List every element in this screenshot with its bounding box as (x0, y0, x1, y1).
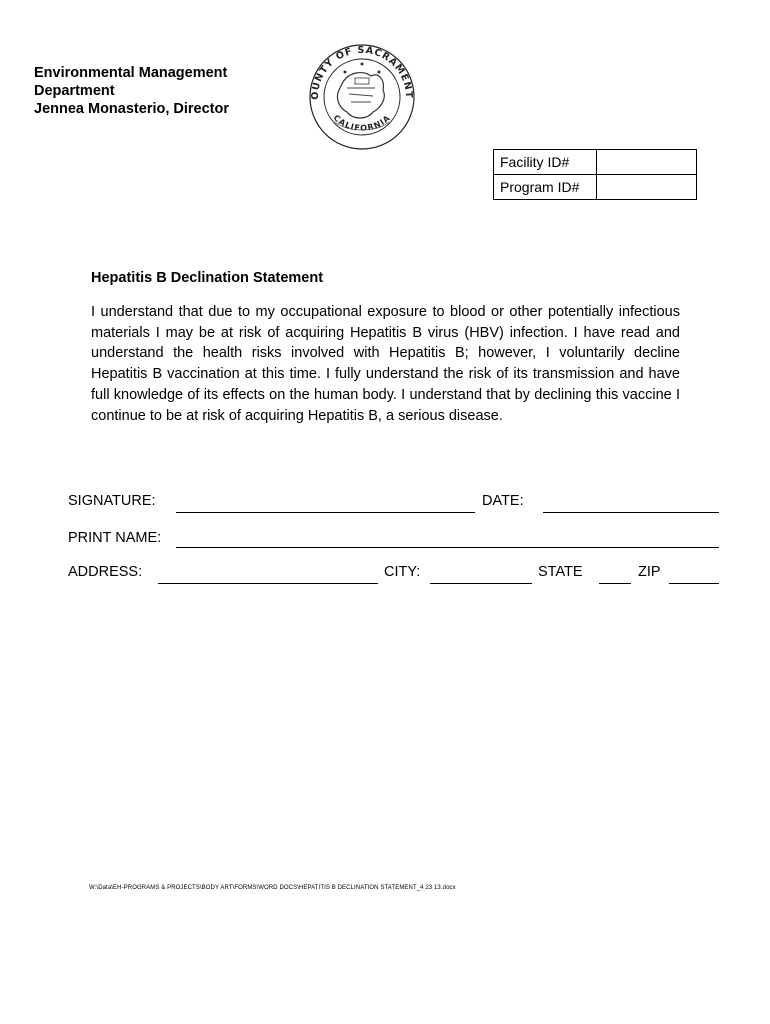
file-path-footer: W:\Data\EH-PROGRAMS & PROJECTS\BODY ART\FORMS\WORD DOCS\HEPATITIS B DECLINATION STATEMENT_4 23 13.docx (89, 885, 456, 891)
state-field[interactable] (599, 583, 631, 584)
department-header (34, 64, 229, 118)
signature-field[interactable] (176, 512, 475, 513)
department-name-line1: Environmental Management (34, 65, 228, 81)
zip-field[interactable] (669, 583, 719, 584)
seal-top-text: OUNTY OF SACRAMENT (309, 44, 415, 101)
seal-bottom-text: CALIFORNIA (331, 113, 393, 133)
address-label: ADDRESS: (68, 564, 143, 580)
state-label: STATE (538, 564, 583, 580)
svg-text:COUNTY OF SACRAMENTO (305, 42, 414, 100)
director-name: Jennea Monasterio, Director (34, 101, 229, 117)
statement-body: I understand that due to my occupational exposure to blood or other potentially infectious materials I may be at risk of acquiring Hepatitis B virus (HBV) infection. I have read and understand the health risks involved with Hepatitis B; however, I voluntarily decline Hepatitis B vaccination at this time. I fully understand the risk of its transmission and have full knowledge of its effects on the human body. I understand that by declining this vaccine I continue to be at risk of acquiring Hepatitis B, a serious disease. (91, 304, 680, 424)
department-name-line2: Department (34, 83, 115, 99)
program-id-row (494, 175, 697, 200)
zip-label: ZIP (638, 564, 661, 580)
program-id-label: Program ID# (494, 175, 597, 200)
program-id-field[interactable] (597, 175, 697, 200)
print-name-label: PRINT NAME: (68, 530, 162, 546)
date-label: DATE: (482, 493, 524, 509)
statement-title: Hepatitis B Declination Statement (91, 270, 324, 286)
address-field[interactable] (158, 583, 378, 584)
county-of-sacramento-seal-icon (305, 42, 420, 152)
date-field[interactable] (543, 512, 719, 513)
print-name-field[interactable] (176, 547, 719, 548)
city-field[interactable] (430, 583, 532, 584)
signature-label: SIGNATURE: (68, 493, 156, 509)
facility-id-field[interactable] (597, 150, 697, 175)
facility-id-label: Facility ID# (494, 150, 597, 175)
city-label: CITY: (384, 564, 421, 580)
facility-program-id-table (493, 149, 697, 200)
facility-id-row (494, 150, 697, 175)
